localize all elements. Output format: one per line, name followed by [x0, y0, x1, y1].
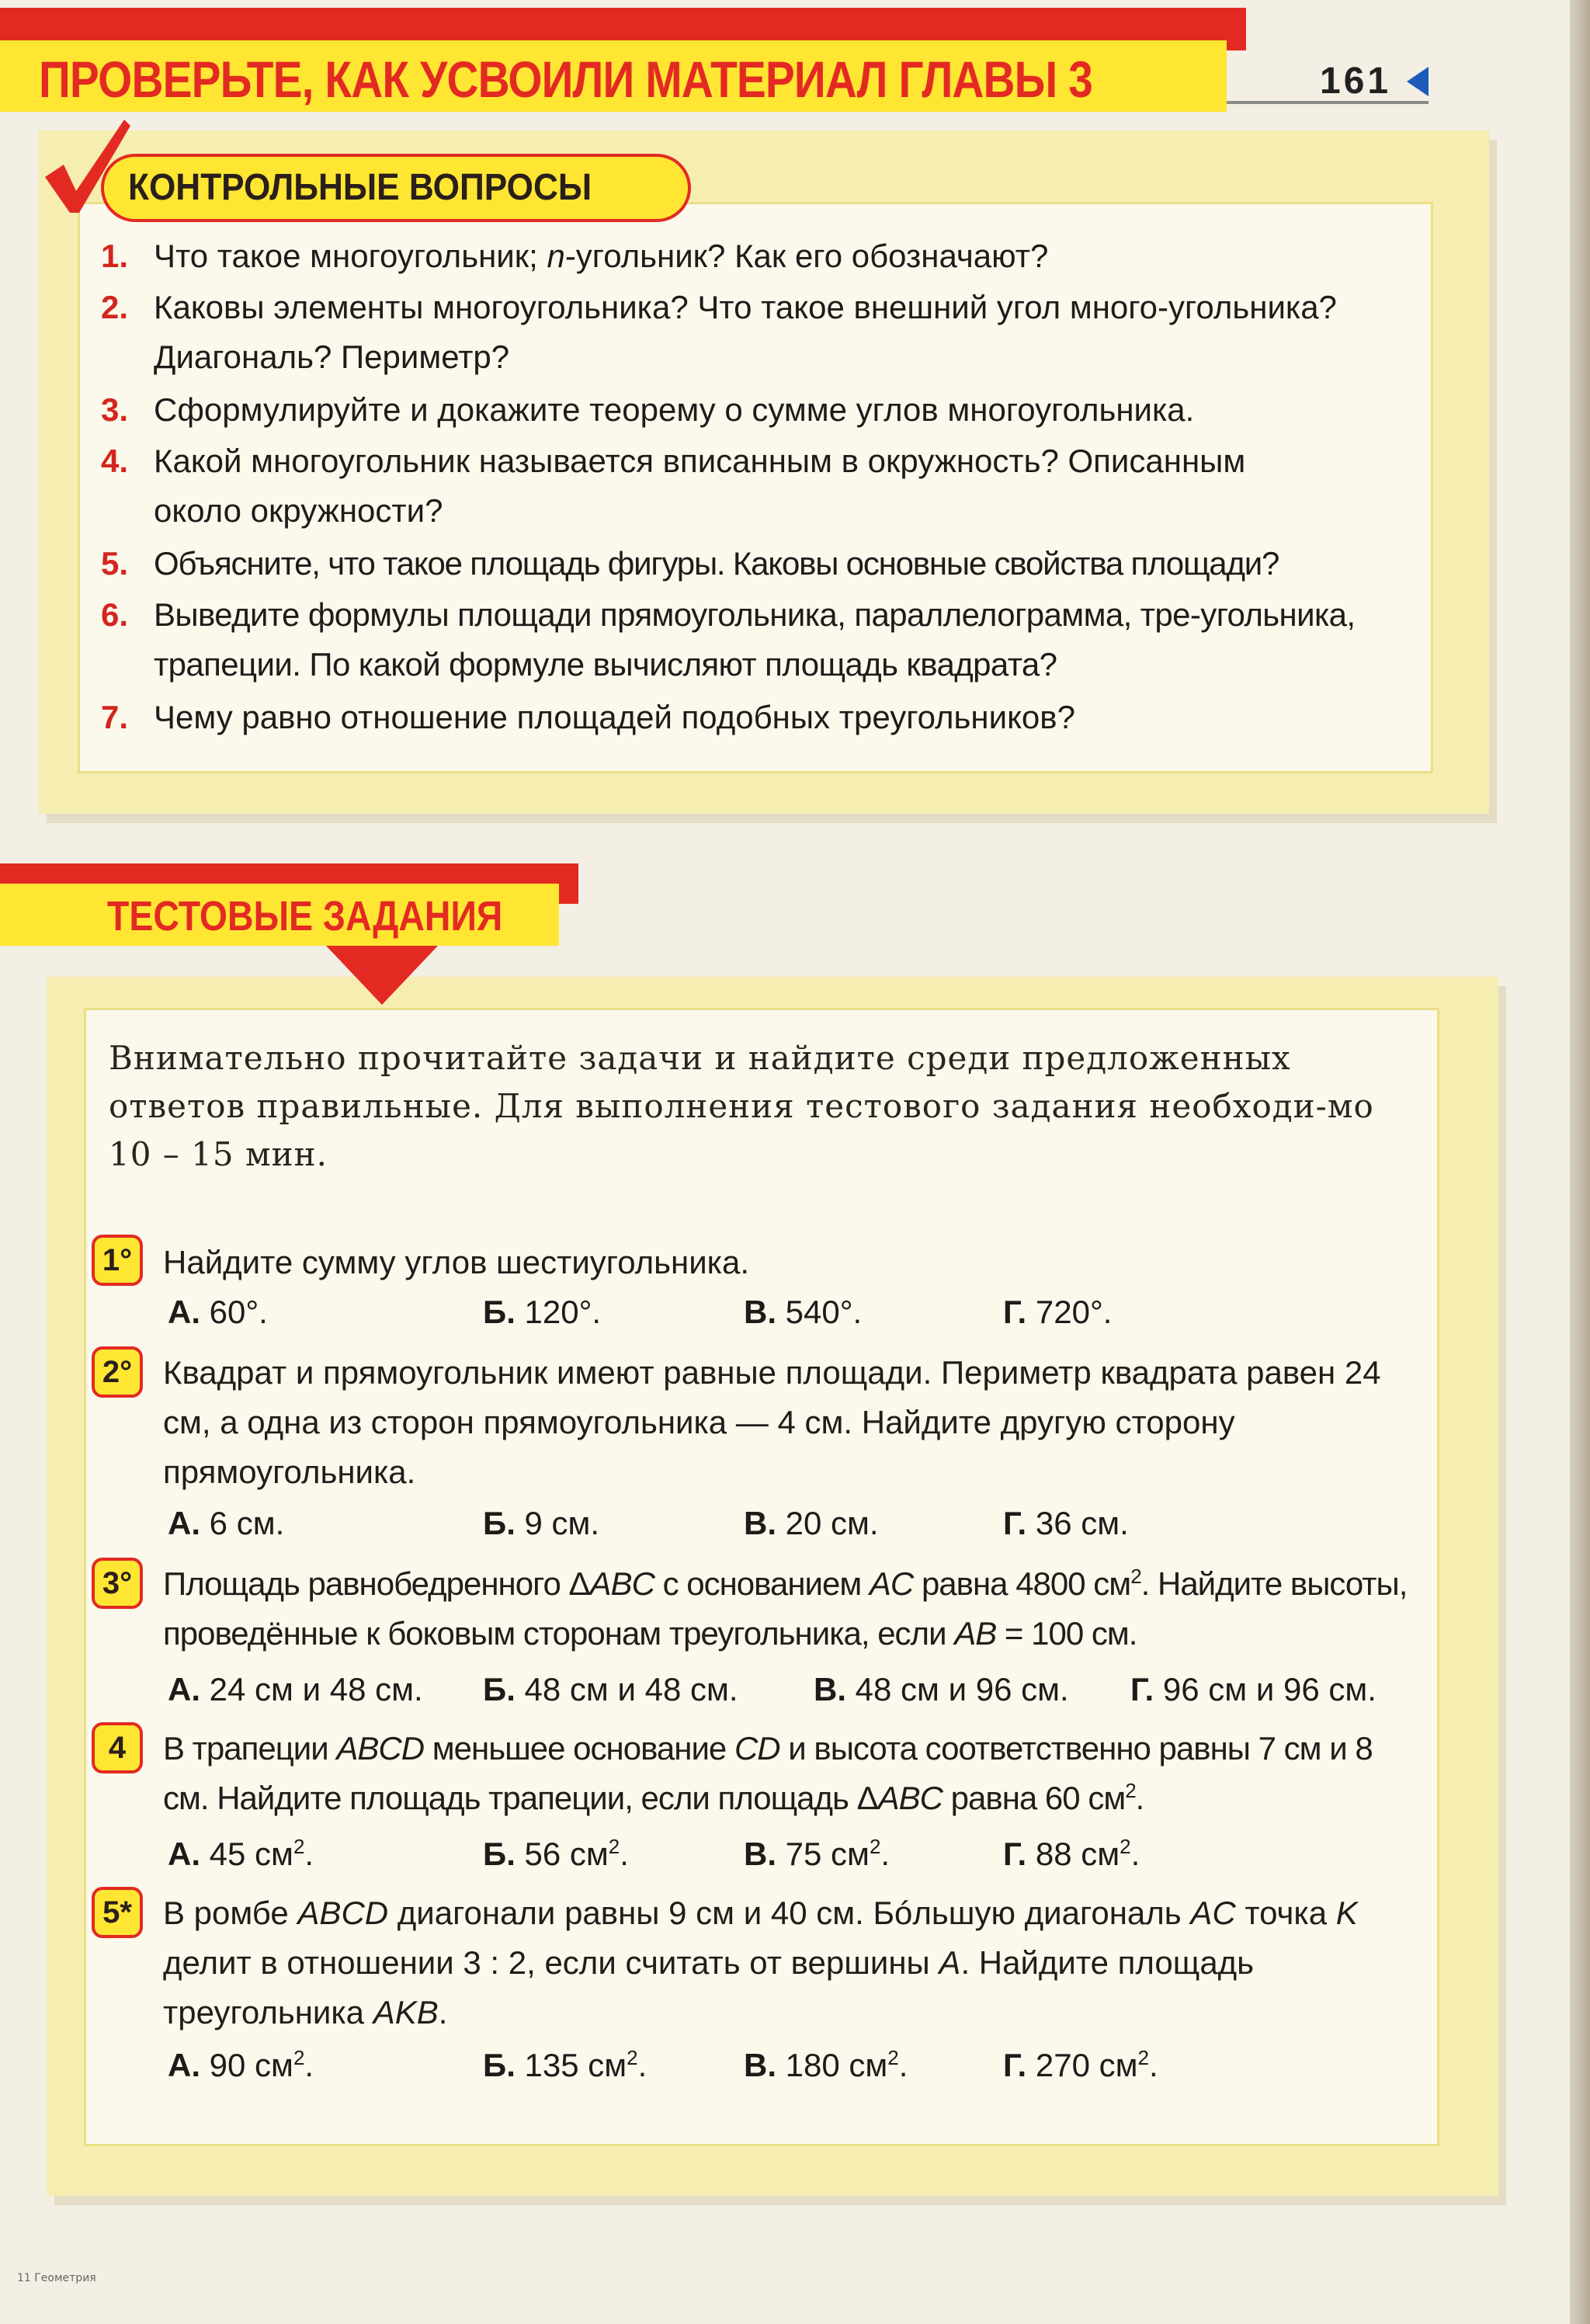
answer-option[interactable]: Б. 48 см и 48 см.: [483, 1671, 738, 1707]
task-text: В ромбе ABCD диагонали равны 9 см и 40 см. Бóльшую диагональ AC точка K делит в отношении 3 : 2, если считать от вершины A. Найдите площадь треугольника AKB.: [163, 1895, 1358, 2030]
task-badge: 3°: [92, 1558, 143, 1609]
task-text: В трапеции ABCD меньшее основание CD и высота соответственно равны 7 см и 8 см. Найдите площадь трапеции, если площадь ΔABC равна 60 $см^2$.: [163, 1730, 1373, 1816]
answer-option[interactable]: А. 45 $см^2$.: [168, 1835, 314, 1872]
answer-option[interactable]: Г. 88 $см^2$.: [1003, 1835, 1140, 1872]
answer-option[interactable]: А. 24 см и 48 см.: [168, 1671, 423, 1707]
answer-option[interactable]: В. 180 $см^2$.: [744, 2046, 908, 2083]
task-text: Площадь равнобедренного ΔABC с основанием AC равна 4800 $см^2$. Найдите высоты, проведённые к боковым сторонам треугольника, если AB = 100 см.: [163, 1565, 1408, 1652]
tests-pointer-icon: [326, 946, 438, 1005]
task-text: Квадрат и прямоугольник имеют равные площади. Периметр квадрата равен 24 см, а одна из сторон прямоугольника — 4 см. Найдите другую сторону прямоугольника.: [163, 1354, 1381, 1490]
task-badge: 1°: [92, 1235, 143, 1286]
page-number: 161: [1320, 61, 1392, 102]
answer-option[interactable]: Б. 56 $см^2$.: [483, 1835, 629, 1872]
task-badge: 2°: [92, 1346, 143, 1398]
page-edge: [1570, 0, 1590, 2324]
task-badge: 4: [92, 1722, 143, 1773]
tests-intro: Внимательно прочитайте задачи и найдите среди предложенных ответов правильные. Для выполнения тестового задания необходи-мо 10 – 15 мин.: [109, 1039, 1374, 1173]
answer-option[interactable]: Г. 36 см.: [1003, 1505, 1129, 1541]
answer-option[interactable]: В. 48 см и 96 см.: [814, 1671, 1069, 1707]
page-arrow-icon: [1407, 67, 1429, 96]
answer-option[interactable]: Г. 270 $см^2$.: [1003, 2046, 1158, 2083]
answer-option[interactable]: А. 90 $см^2$.: [168, 2046, 314, 2083]
answer-option[interactable]: В. 20 см.: [744, 1505, 879, 1541]
answer-option[interactable]: Б. 135 $см^2$.: [483, 2046, 647, 2083]
answer-option[interactable]: Б. 120°.: [483, 1294, 602, 1330]
answer-option[interactable]: А. 60°.: [168, 1294, 268, 1330]
checkmark-icon: [40, 116, 134, 217]
answer-option[interactable]: Г. 96 см и 96 см.: [1130, 1671, 1376, 1707]
task-text: Найдите сумму углов шестиугольника.: [163, 1244, 749, 1280]
answer-option[interactable]: Б. 9 см.: [483, 1505, 600, 1541]
answer-option[interactable]: В. 75 $см^2$.: [744, 1835, 890, 1872]
answer-option[interactable]: А. 6 см.: [168, 1505, 285, 1541]
answer-option[interactable]: В. 540°.: [744, 1294, 863, 1330]
answer-option[interactable]: Г. 720°.: [1003, 1294, 1113, 1330]
chapter-check-title: ПРОВЕРЬТЕ, КАК УСВОИЛИ МАТЕРИАЛ ГЛАВЫ 3: [39, 50, 1092, 108]
page-footer: 11 Геометрия: [17, 2272, 96, 2284]
control-questions-label: КОНТРОЛЬНЫЕ ВОПРОСЫ: [128, 167, 592, 208]
task-badge: 5*: [92, 1887, 143, 1938]
tests-title: ТЕСТОВЫЕ ЗАДАНИЯ: [107, 893, 503, 940]
